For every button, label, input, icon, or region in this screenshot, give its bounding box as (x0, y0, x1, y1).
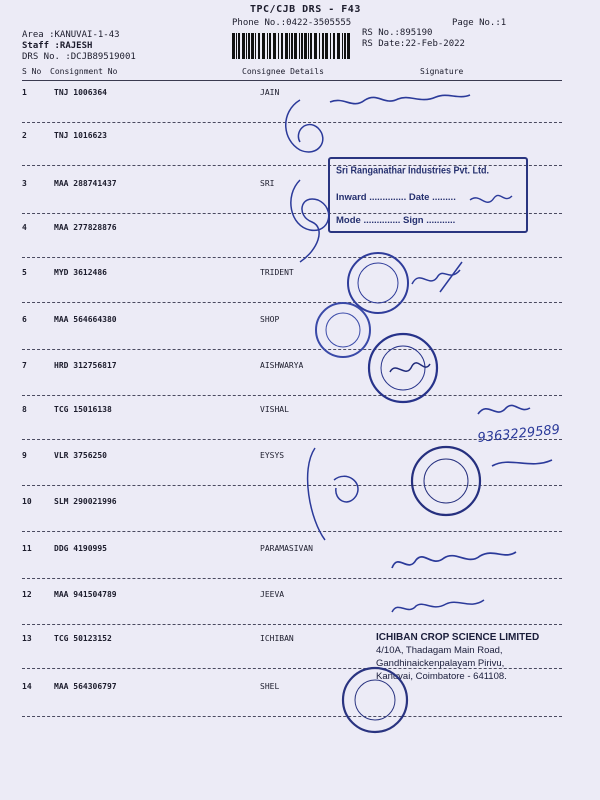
row-sno: 6 (22, 315, 27, 324)
row-consignee: EYSYS (260, 451, 285, 460)
row-divider (22, 302, 562, 303)
row-sno: 11 (22, 544, 32, 553)
barcode-icon (232, 33, 352, 59)
row-consignee: SRI (260, 179, 275, 188)
row-divider (22, 349, 562, 350)
row-sno: 3 (22, 179, 27, 188)
stamp-address-line2: Gandhinaickenpalayam Pirivu, (376, 658, 505, 669)
table-row (0, 405, 600, 450)
table-row (0, 315, 600, 360)
col-sno: S No (22, 67, 42, 76)
header-divider (22, 80, 562, 81)
row-divider (22, 395, 562, 396)
table-row (0, 268, 600, 313)
stamp-inward-line: Inward .............. Date ......... (336, 192, 456, 203)
row-divider (22, 439, 562, 440)
row-divider (22, 485, 562, 486)
table-row (0, 682, 600, 727)
row-divider (22, 578, 562, 579)
row-divider (22, 716, 562, 717)
row-consignment: DDG 4190995 (54, 544, 107, 553)
row-consignment: TNJ 1016623 (54, 131, 107, 140)
row-sno: 4 (22, 223, 27, 232)
row-consignment: TNJ 1006364 (54, 88, 107, 97)
col-consignee: Consignee Details (242, 67, 324, 76)
row-consignee: PARAMASIVAN (260, 544, 313, 553)
table-row (0, 590, 600, 635)
stamp-mode-line: Mode .............. Sign ........... (336, 215, 456, 226)
company-stamp-box (328, 157, 528, 233)
row-consignee: JEEVA (260, 590, 285, 599)
phone-number: Phone No.:0422-3505555 (232, 18, 352, 28)
row-consignee: JAIN (260, 88, 280, 97)
ichiban-address-stamp (376, 631, 539, 683)
stamp-address-line1: 4/10A, Thadagam Main Road, (376, 645, 503, 656)
stamp-address-name: ICHIBAN CROP SCIENCE LIMITED (376, 632, 540, 643)
row-consignee: SHOP (260, 315, 280, 324)
table-row (0, 544, 600, 589)
row-consignment: MAA 288741437 (54, 179, 117, 188)
row-consignment: MAA 564664380 (54, 315, 117, 324)
row-consignment: MAA 564306797 (54, 682, 117, 691)
table-row (0, 88, 600, 133)
row-divider (22, 122, 562, 123)
area-label: Area :KANUVAI-1-43 (22, 30, 120, 40)
row-consignee: AISHWARYA (260, 361, 304, 370)
row-sno: 2 (22, 131, 27, 140)
row-sno: 1 (22, 88, 27, 97)
row-consignment: MAA 277828876 (54, 223, 117, 232)
table-row (0, 451, 600, 496)
stamp-address-line3: Kanuvai, Coimbatore - 641108. (376, 671, 507, 682)
page-number: Page No.:1 (452, 18, 507, 28)
rs-date: RS Date:22-Feb-2022 (362, 39, 465, 49)
row-consignee: TRIDENT (260, 268, 294, 277)
rs-number: RS No.:895190 (362, 28, 433, 38)
row-consignment: HRD 312756817 (54, 361, 117, 370)
document-title: TPC/CJB DRS - F43 (250, 4, 361, 15)
row-sno: 10 (22, 497, 32, 506)
row-sno: 14 (22, 682, 32, 691)
row-consignment: VLR 3756250 (54, 451, 107, 460)
row-consignee: VISHAL (260, 405, 289, 414)
row-consignment: MAA 941504789 (54, 590, 117, 599)
row-consignment: SLM 290021996 (54, 497, 117, 506)
row-divider (22, 624, 562, 625)
row-consignment: MYD 3612486 (54, 268, 107, 277)
row-consignee: ICHIBAN (260, 634, 294, 643)
row-consignment: TCG 50123152 (54, 634, 112, 643)
table-row (0, 497, 600, 542)
row-divider (22, 257, 562, 258)
table-row (0, 361, 600, 406)
row-sno: 8 (22, 405, 27, 414)
row-consignment: TCG 15016138 (54, 405, 112, 414)
row-sno: 13 (22, 634, 32, 643)
row-consignee: SHEL (260, 682, 280, 691)
col-signature: Signature (420, 67, 464, 76)
stamp-company-name: Sri Ranganathar Industries Pvt. Ltd. (336, 164, 490, 176)
staff-label: Staff :RAJESH (22, 41, 93, 51)
row-sno: 12 (22, 590, 32, 599)
row-sno: 9 (22, 451, 27, 460)
row-sno: 5 (22, 268, 27, 277)
row-divider (22, 531, 562, 532)
row-sno: 7 (22, 361, 27, 370)
col-consignment: Consignment No (50, 67, 118, 76)
drs-number: DRS No. :DCJB89519001 (22, 52, 136, 62)
handwritten-phone: 9363229589 (476, 422, 561, 446)
